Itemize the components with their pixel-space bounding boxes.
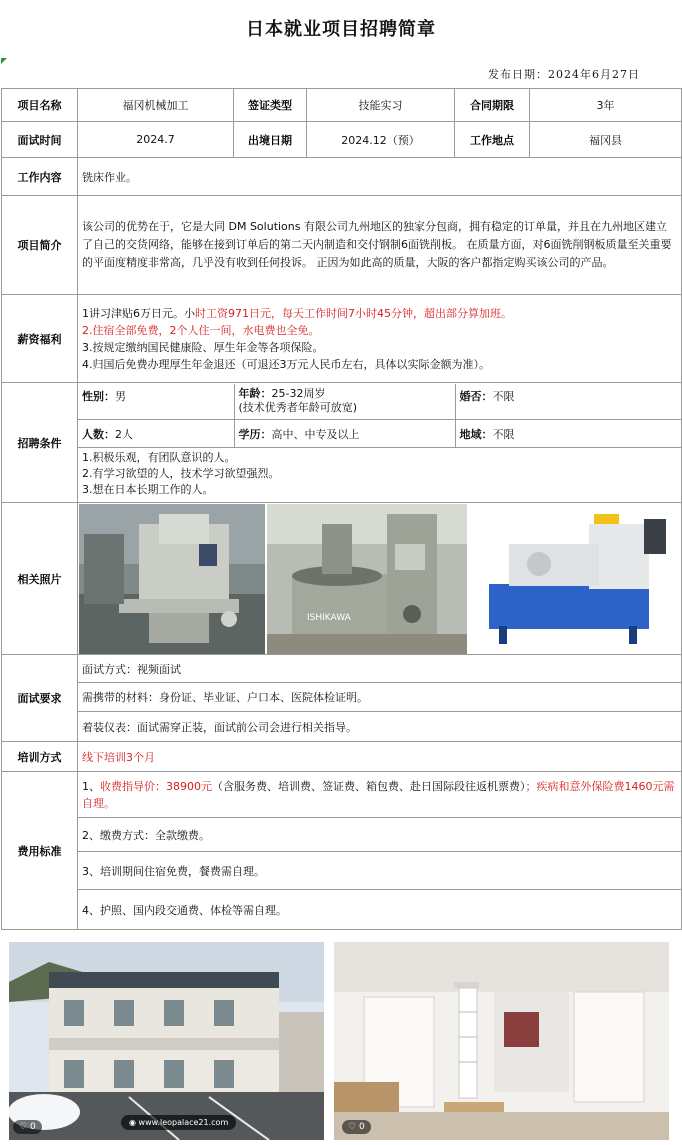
visa-type-value: 技能实习 [307,89,455,122]
publish-date: 发布日期：2024年6月27日 [488,68,640,81]
photos-label: 相关照片 [2,503,78,655]
row-fee-2 [2,818,682,852]
gender-cell [78,384,234,420]
heart-icon: ♡ [348,1122,359,1132]
fee-guide-price: 收费指导价：38900元 [100,779,212,793]
education-value: 高中、中专及以上 [271,427,360,441]
education-cell [234,420,455,448]
requirements-list [78,448,681,502]
recruit-label: 招聘条件 [2,383,78,503]
requirement-3: 3.想在日本长期工作的人。 [82,483,214,496]
leopalace-watermark [121,1115,236,1130]
interview-time-label: 面试时间 [2,122,78,158]
fee-insurance: ；疾病和意外保险费1460元需自理。 [82,779,675,810]
dormitory-photos [9,942,669,1140]
interview-req-label: 面试要求 [2,655,78,742]
left-like-count [13,1120,42,1134]
age-label: 年龄： [238,386,272,400]
salary-line-1-black: 1讲习津贴6万日元。小 [82,306,195,320]
count-value: 2人 [115,427,133,441]
salary-label: 薪资福利 [2,295,78,383]
education-label: 学历： [238,427,272,441]
fee-item-2: 2、缴费方式：全款缴费。 [78,818,682,852]
project-intro-text: 该公司的优势在于，它是大同 DM Solutions 有限公司九州地区的独家分包商，拥有稳定的订单量，并且在九州地区建立了自己的交货网络，能够在接到订单后的第二天内制造和交付钢制6面铣削板。 在质量方面，对6面铣削钢板质量至关重要的平面度精度非常高，几乎没有收到任何投诉。 正因为如此高的质量，大阪的客户都指定购买该公司的产品。 [78,196,682,295]
salary-line-1-red: 时工资971日元，每天工作时间7小时45分钟，超出部分算加班。 [195,306,512,320]
cylindrical-grinder-photo [469,504,680,654]
row-salary [2,295,682,383]
visa-type-label: 签证类型 [234,89,307,122]
work-location-value: 福冈县 [530,122,682,158]
gender-value: 男 [115,389,126,403]
work-content-value: 铣床作业。 [78,158,682,196]
age-cell [234,384,455,420]
requirement-2: 2.有学习欲望的人，技术学习欲望强烈。 [82,467,280,480]
milling-machine-photo-1 [79,504,265,654]
page-title: 日本就业项目招聘简章 [246,19,436,40]
marital-cell [455,384,681,420]
fee-item-3: 3、培训期间住宿免费，餐费需自理。 [78,852,682,890]
interview-dress: 着装仪表：面试需穿正装，面试前公司会进行相关指导。 [78,712,682,742]
interview-materials: 需携带的材料：身份证、毕业证、户口本、医院体检证明。 [78,683,682,712]
heart-icon: ♡ [19,1122,30,1132]
fee-item-1-prefix: 1、 [82,779,100,793]
recruit-content [78,383,682,503]
contract-term-label: 合同期限 [455,89,530,122]
departure-date-value: 2024.12（预） [307,122,455,158]
region-value: 不限 [492,427,515,441]
info-table [1,88,682,930]
count-cell [78,420,234,448]
fees-label: 费用标准 [2,772,78,930]
requirement-1: 1.积极乐观，有团队意识的人。 [82,451,236,464]
grinding-machine-photo [267,504,467,654]
work-content-label: 工作内容 [2,158,78,196]
right-like-count-value: 0 [358,1122,365,1132]
project-name-value: 福冈机械加工 [78,89,234,122]
right-like-count [342,1120,371,1134]
recruit-grid [78,384,681,502]
interview-method: 面试方式：视频面试 [78,655,682,683]
left-like-count-value: 0 [29,1122,36,1132]
row-training [2,742,682,772]
project-intro-label: 项目简介 [2,196,78,295]
row-project-intro [2,196,682,295]
region-cell [455,420,681,448]
row-interview-2 [2,683,682,712]
row-fee-1 [2,772,682,818]
salary-line-4: 4.归国后免费办理厚生年金退还（可退还3万元人民币左右，具体以实际金额为准）。 [82,357,490,371]
row-fee-4 [2,890,682,930]
fee-item-1 [78,772,682,818]
interview-time-value: 2024.7 [78,122,234,158]
dorm-exterior-photo [9,942,324,1140]
count-label: 人数： [82,427,115,441]
gender-label: 性别： [82,389,115,403]
marital-label: 婚否： [459,389,493,403]
row-interview-3 [2,712,682,742]
work-location-label: 工作地点 [455,122,530,158]
row-interview-1 [2,655,682,683]
fee-includes: （含服务费、培训费、签证费、箱包费、赴日国际段往返机票费） [212,779,526,793]
salary-line-2: 2.住宿全部免费，2个人住一间，水电费也全免。 [82,323,320,337]
watermark-text: www.leopalace21.com [138,1118,229,1127]
row-fee-3 [2,852,682,890]
salary-line-1 [82,305,677,322]
dorm-interior-photo [334,942,669,1140]
row-photos [2,503,682,655]
contract-term-value: 3年 [530,89,682,122]
globe-icon: ◉ [129,1118,139,1127]
salary-line-3: 3.按规定缴纳国民健康险、厚生年金等各项保险。 [82,340,324,354]
region-label: 地域： [459,427,493,441]
row-basic-1 [2,89,682,122]
marital-value: 不限 [492,389,515,403]
corner-marker [1,58,7,64]
age-value: 25-32周岁 [271,386,326,400]
training-value: 线下培训3个月 [78,742,682,772]
salary-content [78,295,682,383]
row-work-content [2,158,682,196]
machine-brand-label: ISHIKAWA [307,612,351,623]
row-recruit [2,383,682,503]
row-basic-2 [2,122,682,158]
photos-content [78,503,682,655]
training-label: 培训方式 [2,742,78,772]
fee-item-4: 4、护照、国内段交通费、体检等需自理。 [78,890,682,930]
project-name-label: 项目名称 [2,89,78,122]
departure-date-label: 出境日期 [234,122,307,158]
age-note: (技术优秀者年龄可放宽) [238,400,358,414]
